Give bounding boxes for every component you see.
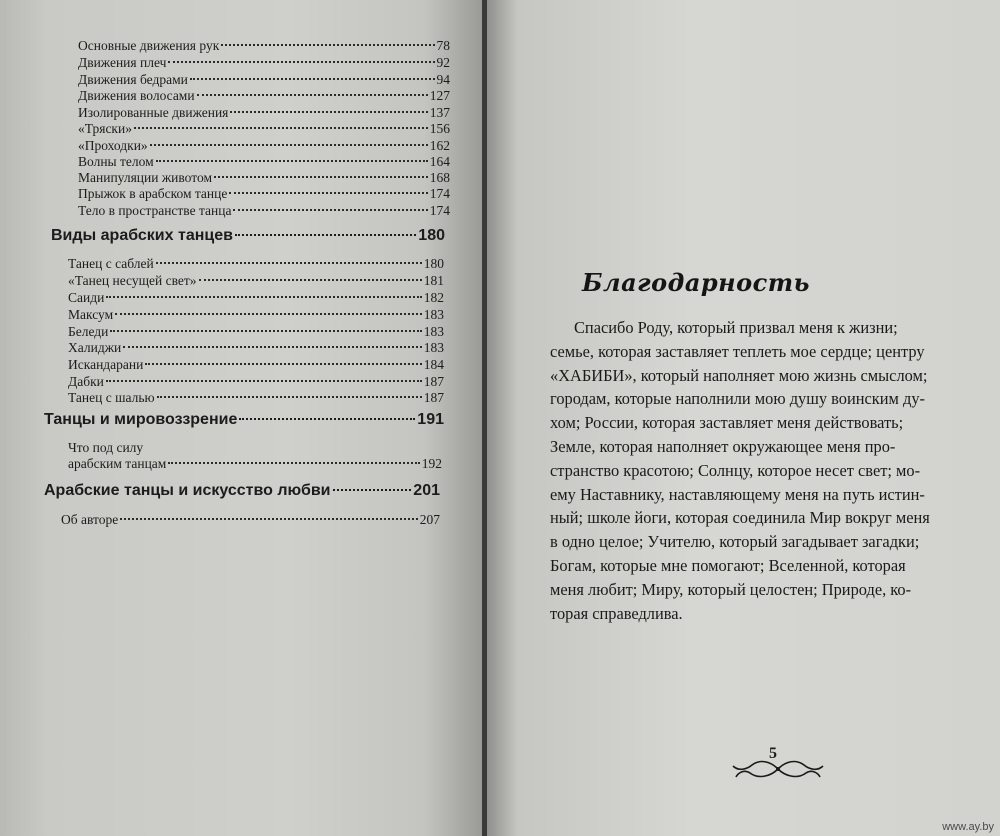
toc-entry-title: «Тряски» [78,121,132,136]
dot-leader [106,380,422,382]
dot-leader [110,330,421,332]
toc-entry-page: 156 [429,121,450,136]
toc-entry [78,121,450,137]
toc-entry-title: Движения бедрами [78,72,188,87]
toc-entry [78,154,450,170]
toc-entry-page: 127 [429,88,450,103]
text-line: Земле, которая наполняет окружающее меня про- [550,436,896,456]
toc-entry-title: Дабки [68,374,104,389]
toc-entry [68,357,444,373]
text-line: торая справедлива. [550,603,683,623]
toc-entry-page: 183 [423,324,444,339]
toc-section [44,482,440,504]
toc-entry [68,273,444,289]
toc-entry-title: Прыжок в арабском танце [78,186,228,201]
dot-leader [120,518,418,520]
toc-entry [78,138,450,154]
toc-entry-page: 180 [423,256,444,271]
toc-entry [68,307,444,323]
toc-entry-title: Танец с саблей [68,256,154,271]
dot-leader [197,94,428,96]
toc-section-page: 201 [413,482,440,499]
dot-leader [157,396,422,398]
toc-section [51,227,445,249]
toc-entry-title: Движения волосами [78,88,195,103]
dot-leader [134,127,428,129]
toc-section-title: Виды арабских танцев [51,227,233,244]
toc-entry-page: 162 [429,138,450,153]
toc-entry [68,340,444,356]
toc-section-title: Арабские танцы и искусство любви [44,482,331,499]
dot-leader [230,111,427,113]
toc-section-page: 191 [417,411,444,428]
toc-entry-title: арабским танцам [68,456,167,471]
toc-entry-page: 94 [436,72,450,87]
text-line: в одно целое; Учителю, который загадывает загадки; [550,532,920,552]
toc-entry [68,324,444,340]
text-line: ный; школе йоги, которая соединила Мир вокруг меня [550,508,930,528]
toc-entry-page: 174 [429,203,450,218]
dot-leader [233,209,427,211]
toc-entry-line1: Что под силу [68,440,144,455]
text-line: городам, которые наполнили мою душу воинским ду- [550,389,925,409]
toc-entry-page: 187 [423,374,444,389]
toc-section-title: Танцы и мировоззрение [44,411,238,428]
toc-entry-page: 182 [423,290,444,305]
toc-entry [78,105,450,121]
dot-leader [123,346,422,348]
dot-leader [235,234,416,236]
dot-leader [214,176,428,178]
toc-entry-title: Беледи [68,324,109,339]
text-line: странство красотою; Солнцу, которое несет свет; мо- [550,460,921,480]
toc-entry-page: 184 [423,357,444,372]
toc-entry-page: 192 [421,456,442,471]
page-heading: Благодарность [582,268,810,297]
toc-entry-page: 78 [436,38,450,53]
dot-leader [221,44,434,46]
dot-leader [106,296,421,298]
toc-entry [68,390,444,406]
flourish-ornament-icon [730,755,826,783]
toc-entry-title: Искандарани [68,357,144,372]
toc-entry-title: Об авторе [61,512,119,527]
toc-entry [78,72,450,88]
toc-entry-title: «Проходки» [78,138,148,153]
dot-leader [168,462,419,464]
toc-entry-page: 183 [423,340,444,355]
text-line: меня любит; Миру, который целостен; Природе, ко- [550,579,912,599]
acknowledgement-paragraph [550,316,968,625]
toc-entry-title: Танец с шалью [68,390,155,405]
dot-leader [333,489,412,491]
dot-leader [190,78,435,80]
toc-entry-title: Движения плеч [78,55,167,70]
toc-entry [78,186,450,202]
toc-entry-page: 92 [436,55,450,70]
toc-entry-page: 168 [429,170,450,185]
toc-entry-title: Саиди [68,290,105,305]
toc-entry [68,374,444,390]
watermark: www.ay.by [942,821,994,833]
toc-entry-page: 137 [429,105,450,120]
toc-entry-title: Манипуляции животом [78,170,212,185]
dot-leader [150,144,428,146]
text-line: ему Наставнику, наставляющему меня на путь истин- [550,484,925,504]
toc-entry-page: 174 [429,186,450,201]
text-line: «ХАБИБИ», который наполняет мою жизнь смыслом; [550,365,928,385]
toc-entry-page: 183 [423,307,444,322]
toc-entry-title: «Танец несущей свет» [68,273,197,288]
toc-entry [78,38,450,54]
toc-entry [68,256,444,272]
toc-entry-page: 181 [423,273,444,288]
toc-entry-page: 164 [429,154,450,169]
toc-section-page: 180 [418,227,445,244]
toc-entry [78,88,450,104]
dot-leader [156,262,422,264]
dot-leader [199,279,422,281]
toc-section [44,411,444,433]
dot-leader [145,363,421,365]
toc-entry-title: Тело в пространстве танца [78,203,232,218]
page-number: 5 [769,745,777,762]
toc-entry-title: Волны телом [78,154,154,169]
toc-entry-title: Халиджи [68,340,122,355]
toc-entry [78,203,450,219]
text-line: Спасибо Роду, который призвал меня к жизни; [574,318,898,337]
text-line: хом; России, которая заставляет меня действовать; [550,413,904,433]
toc-entry [61,512,440,528]
toc-entry-page: 187 [423,390,444,405]
dot-leader [168,61,434,63]
table-of-contents [0,0,482,836]
dot-leader [115,313,422,315]
dot-leader [156,160,428,162]
toc-entry-page: 207 [419,512,440,527]
toc-entry-title: Основные движения рук [78,38,220,53]
text-line: семье, которая заставляет теплеть мое сердце; центру [550,341,925,361]
toc-entry [78,170,450,186]
dot-leader [229,192,427,194]
toc-entry [68,456,442,472]
toc-entry [68,290,444,306]
toc-entry-title: Изолированные движения [78,105,229,120]
toc-entry [78,55,450,71]
toc-entry-title: Максум [68,307,114,322]
dot-leader [239,418,415,420]
text-line: Богам, которые мне помогают; Вселенной, которая [550,555,906,575]
